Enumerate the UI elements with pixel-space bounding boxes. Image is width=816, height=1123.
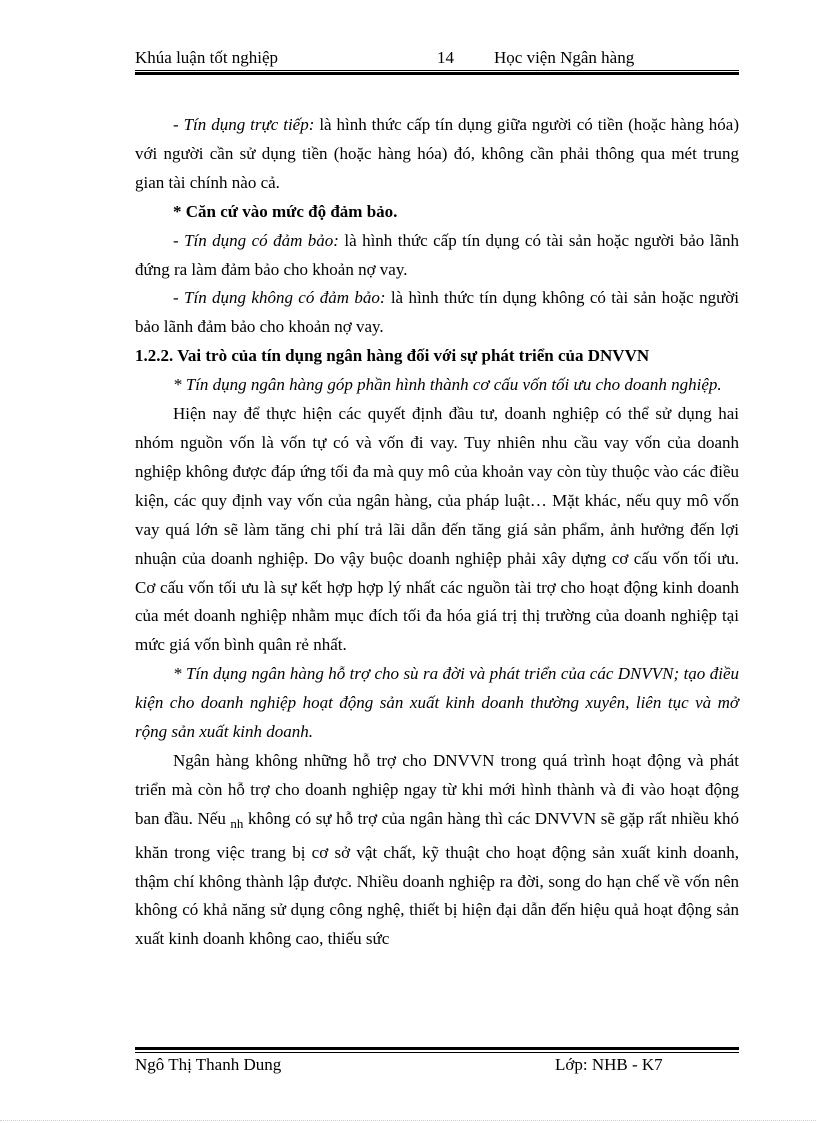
term-unsecured-credit: - Tín dụng không có đảm bảo: — [173, 288, 386, 308]
page-header — [135, 48, 739, 70]
paragraph-unsecured-credit — [135, 284, 739, 342]
italic-point-capital-structure: * Tín dụng ngân hàng góp phần hình thành cơ cấu vốn tối ưu cho doanh nghiệp. — [173, 375, 722, 395]
section-heading-1-2-2: 1.2.2. Vai trò của tín dụng ngân hàng đối với sự phát triển của DNVVN — [135, 346, 650, 366]
paragraph-bank-support-part-1: Ngân hàng không những hỗ trợ cho DNVVN trong quá trình hoạt động và phát triển mà còn hỗ trợ cho doanh nghiệp ngay từ khi mới hình thành và đi vào hoạt động ban đầu. Nếu — [135, 750, 739, 828]
heading-guarantee-level: * Căn cứ vào mức độ đảm bảo. — [173, 201, 398, 221]
header-thesis-title: Khúa luận tốt nghiệp — [135, 48, 279, 67]
document-body — [135, 111, 739, 954]
definition-direct-credit: là hình thức cấp tín dụng giữa người có tiền (hoặc hàng hóa) với người cần sử dụng tiền (hoặc hàng hóa) đó, không cần phải thông qua mét trung gian tài chính nào cả. — [135, 115, 739, 192]
definition-unsecured-credit: là hình thức tín dụng không có tài sản hoặc người bảo lãnh đảm bảo cho khoản nợ vay. — [135, 288, 739, 337]
footer-rule-thick — [135, 1047, 739, 1050]
page-boundary-line — [0, 1120, 816, 1121]
paragraph-secured-credit — [135, 227, 739, 285]
footer-rule-thin — [135, 1052, 739, 1053]
term-direct-credit: - Tín dụng trực tiếp: — [173, 115, 315, 134]
stray-text-nh: nh — [230, 815, 244, 831]
header-institution: Học viện Ngân hàng — [494, 48, 635, 67]
header-rule-thin — [135, 70, 739, 71]
definition-secured-credit: là hình thức cấp tín dụng có tài sản hoặc người bảo lãnh đứng ra làm đảm bảo cho khoản nợ vay. — [135, 230, 740, 279]
page-footer — [135, 1055, 739, 1077]
paragraph-direct-credit — [135, 111, 739, 198]
paragraph-bank-support — [135, 747, 739, 954]
paragraph-bank-support-part-2: không có sự hỗ trợ của ngân hàng thì các DNVVN sẽ gặp rất nhiều khó khăn trong việc trang bị cơ sở vật chất, kỹ thuật cho hoạt động sản xuất kinh doanh, thậm chí không thành lập được. Nhiều doanh nghiệp ra đời, song do hạn chế về vốn nên không có khả năng sử dụng công nghệ, thiết bị hiện đại dẫn đến hiệu quả hoạt động sản xuất kinh doanh không cao, thiếu sức — [135, 808, 739, 949]
footer-class: Lớp: NHB - K7 — [555, 1055, 663, 1074]
page-number: 14 — [437, 48, 454, 67]
paragraph-capital-structure: Hiện nay để thực hiện các quyết định đầu tư, doanh nghiệp có thể sử dụng hai nhóm nguồn vốn là vốn tự có và vốn đi vay. Tuy nhiên nhu cầu vay vốn của doanh nghiệp không được đáp ứng tối đa mà quy mô của khoản vay còn tùy thuộc vào các điều kiện, các quy định vay vốn của ngân hàng, của pháp luật… Mặt khác, nếu quy mô vốn vay quá lớn sẽ làm tăng chi phí trả lãi dẫn đến tăng giá sản phẩm, ảnh hưởng đến lợi nhuận của doanh nghiệp. Do vậy buộc doanh nghiệp phải xây dựng cơ cấu vốn tối ưu. Cơ cấu vốn tối ưu là sự kết hợp hợp lý nhất các nguồn tài trợ cho hoạt động kinh doanh của mét doanh nghiệp nhằm mục đích tối đa hóa giá trị thị trường của doanh nghiệp tại mức giá vốn bình quân rẻ nhất. — [135, 404, 739, 655]
term-secured-credit: - Tín dụng có đảm bảo: — [173, 230, 339, 250]
footer-author: Ngô Thị Thanh Dung — [135, 1055, 282, 1074]
italic-point-dnvvn-support: * Tín dụng ngân hàng hỗ trợ cho sù ra đời và phát triển của các DNVVN; tạo điều kiện cho doanh nghiệp hoạt động sản xuất kinh doanh thường xuyên, liên tục và mở rộng sản xuất kinh doanh. — [135, 664, 739, 742]
header-rule-thick — [135, 72, 739, 75]
